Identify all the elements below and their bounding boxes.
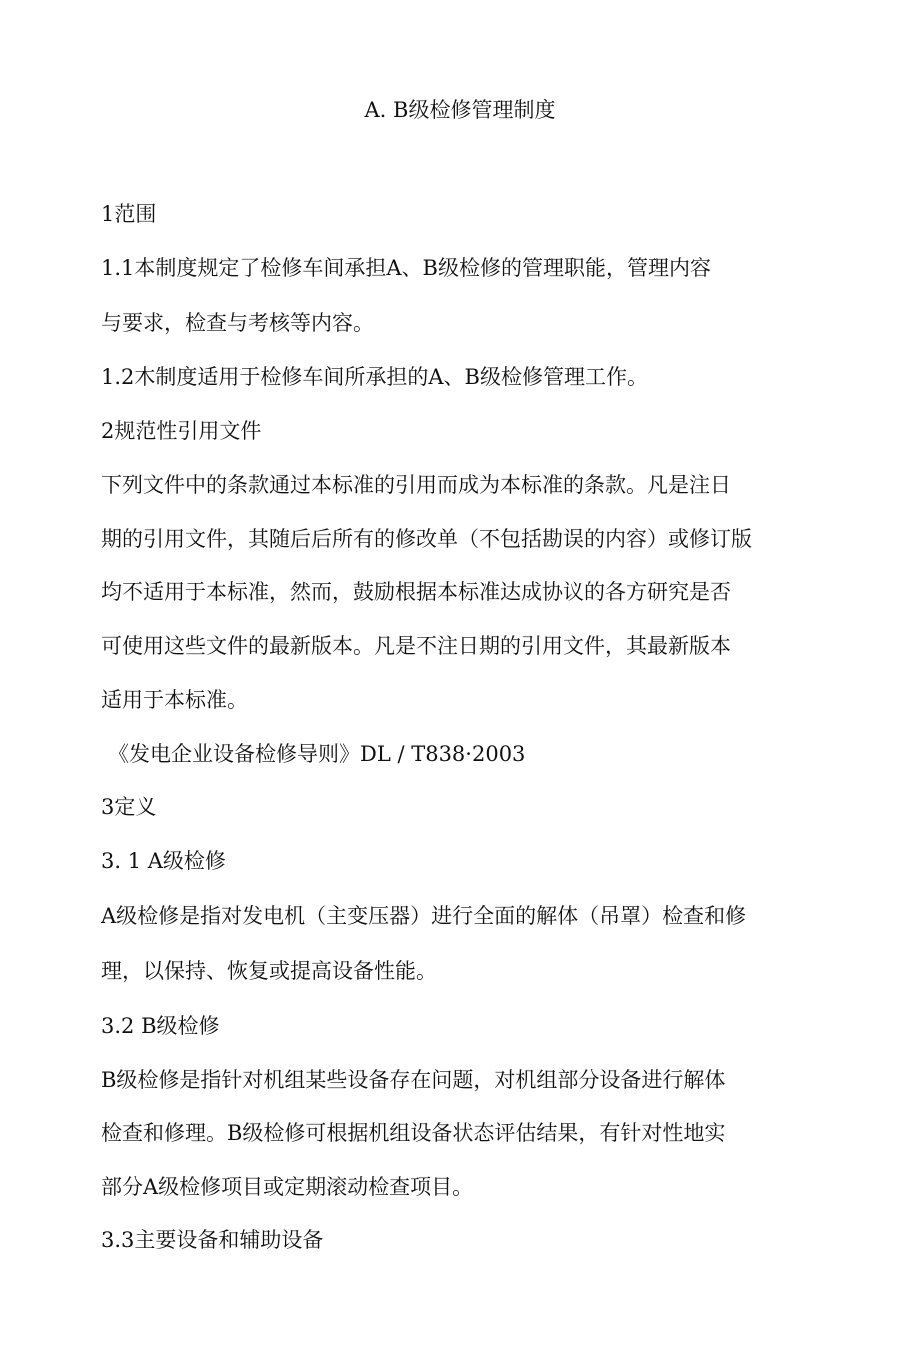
subsection-heading-b-overhaul: 3.2 B级检修 bbox=[101, 1014, 220, 1038]
section-heading-definitions: 3定义 bbox=[101, 795, 157, 819]
section-heading-scope: 1范围 bbox=[101, 202, 157, 226]
paragraph-line: 下列文件中的条款通过本标准的引用而成为本标准的条款。凡是注日 bbox=[101, 473, 731, 497]
paragraph-line: 1.2木制度适用于检修车间所承担的A、B级检修管理工作。 bbox=[101, 365, 648, 389]
subsection-heading-a-overhaul: 3. 1 A级检修 bbox=[101, 849, 226, 873]
paragraph-line: 检查和修理。B级检修可根据机组设备状态评估结果，有针对性地实 bbox=[101, 1121, 726, 1145]
paragraph-line: 均不适用于本标准，然而，鼓励根据本标准达成协议的各方研究是否 bbox=[101, 580, 731, 604]
section-heading-references: 2规范性引用文件 bbox=[101, 419, 262, 443]
subsection-heading-equipment: 3.3主要设备和辅助设备 bbox=[101, 1228, 324, 1252]
paragraph-line: 部分A级检修项目或定期滚动检查项目。 bbox=[101, 1175, 474, 1199]
paragraph-line: A级检修是指对发电机（主变压器）进行全面的解体（吊罩）检查和修 bbox=[101, 904, 747, 928]
paragraph-line: 1.1本制度规定了检修车间承担A、B级检修的管理职能，管理内容 bbox=[101, 256, 711, 280]
paragraph-line: B级检修是指针对机组某些设备存在问题，对机组部分设备进行解体 bbox=[101, 1068, 726, 1092]
paragraph-line: 与要求，检查与考核等内容。 bbox=[101, 311, 374, 335]
paragraph-line: 适用于本标准。 bbox=[101, 688, 248, 712]
paragraph-line: 可使用这些文件的最新版本。凡是不注日期的引用文件，其最新版本 bbox=[101, 634, 731, 658]
document-title: A. B级检修管理制度 bbox=[364, 98, 556, 122]
reference-citation: 《发电企业设备检修导则》DL / T838·2003 bbox=[108, 742, 526, 766]
paragraph-line: 理，以保持、恢复或提高设备性能。 bbox=[101, 959, 437, 983]
paragraph-line: 期的引用文件，其随后后所有的修改单（不包括勘误的内容）或修订版 bbox=[101, 527, 752, 551]
